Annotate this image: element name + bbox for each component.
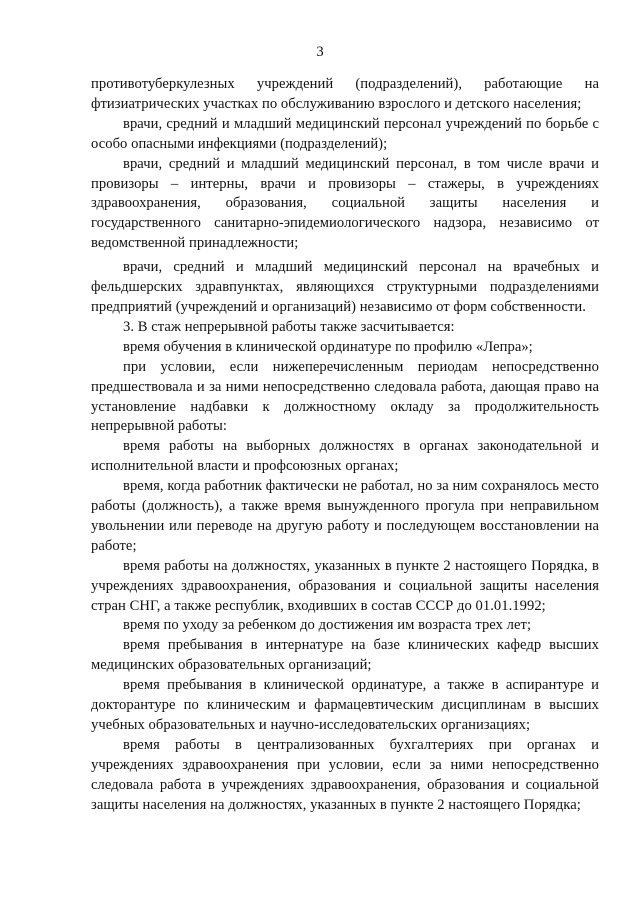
paragraph-dangerous-infections-staff: врачи, средний и младший медицинский персонал учреждений по борьбе с особо опасными инфекциями (подразделений); (91, 115, 599, 152)
paragraph-residency-and-postgraduate: время пребывания в клинической ординатуре, а также в аспирантуре и докторантуре по клиническим и фармацевтическим дисциплинам в высших учебных образовательных и научно-исследовательских организациях; (91, 677, 599, 733)
paragraph-leprosy-residency: время обучения в клинической ординатуре по профилю «Лепра»; (123, 338, 533, 355)
paragraph-health-posts-staff: врачи, средний и младший медицинский персонал на врачебных и фельдшерских здравпунктах, являющихся структурными подразделениями предприятий (учреждений и организаций) независимо от форм собственности. (91, 259, 599, 315)
page-number: 3 (316, 44, 324, 60)
paragraph-internship: время пребывания в интернатуре на базе клинических кафедр высших медицинских образовательных организаций; (91, 637, 599, 674)
paragraph-centralized-accounting: время работы в централизованных бухгалтериях при органах и учреждениях здравоохранения при условии, если за ними непосредственно следовала работа в учреждениях здравоохранения, образования и социальной защиты населения на должностях, указанных в пункте 2 настоящего Порядка; (91, 736, 599, 813)
paragraph-elected-positions: время работы на выборных должностях в органах законодательной и исполнительной власти и профсоюзных органах; (91, 438, 599, 475)
paragraph-continuity-condition: при условии, если нижеперечисленным периодам непосредственно предшествовала и за ними непосредственно следовала работа, дающая право на установление надбавки к должностному окладу за продолжительность непрерывной работы: (91, 358, 599, 435)
paragraph-section-3-heading: 3. В стаж непрерывной работы также засчитывается: (123, 318, 455, 335)
paragraph-child-care-leave: время по уходу за ребенком до достижения им возраста трех лет; (123, 617, 532, 634)
paragraph-forced-absence: время, когда работник фактически не работал, но за ним сохранялось место работы (должность), а также время вынужденного прогула при неправильном увольнении или переводе на другую работу и последующем восстановлении на работе; (91, 478, 599, 554)
document-body (91, 75, 599, 816)
paragraph-tuberculosis-staff: противотуберкулезных учреждений (подразделений), работающие на фтизиатрических участках по обслуживанию взрослого и детского населения; (91, 76, 599, 112)
paragraph-interns-and-trainees: врачи, средний и младший медицинский персонал, в том числе врачи и провизоры – интерны, врачи и провизоры – стажеры, в учреждениях здравоохранения, образования, социальной защиты населения и государственного санитарно-эпидемиологического надзора, независимо от ведомственной принадлежности; (91, 155, 599, 252)
paragraph-cis-countries-work: время работы на должностях, указанных в пункте 2 настоящего Порядка, в учреждениях здравоохранения, образования и социальной защиты населения стран СНГ, а также республик, входивших в состав СССР до 01.01.1992; (91, 557, 599, 614)
